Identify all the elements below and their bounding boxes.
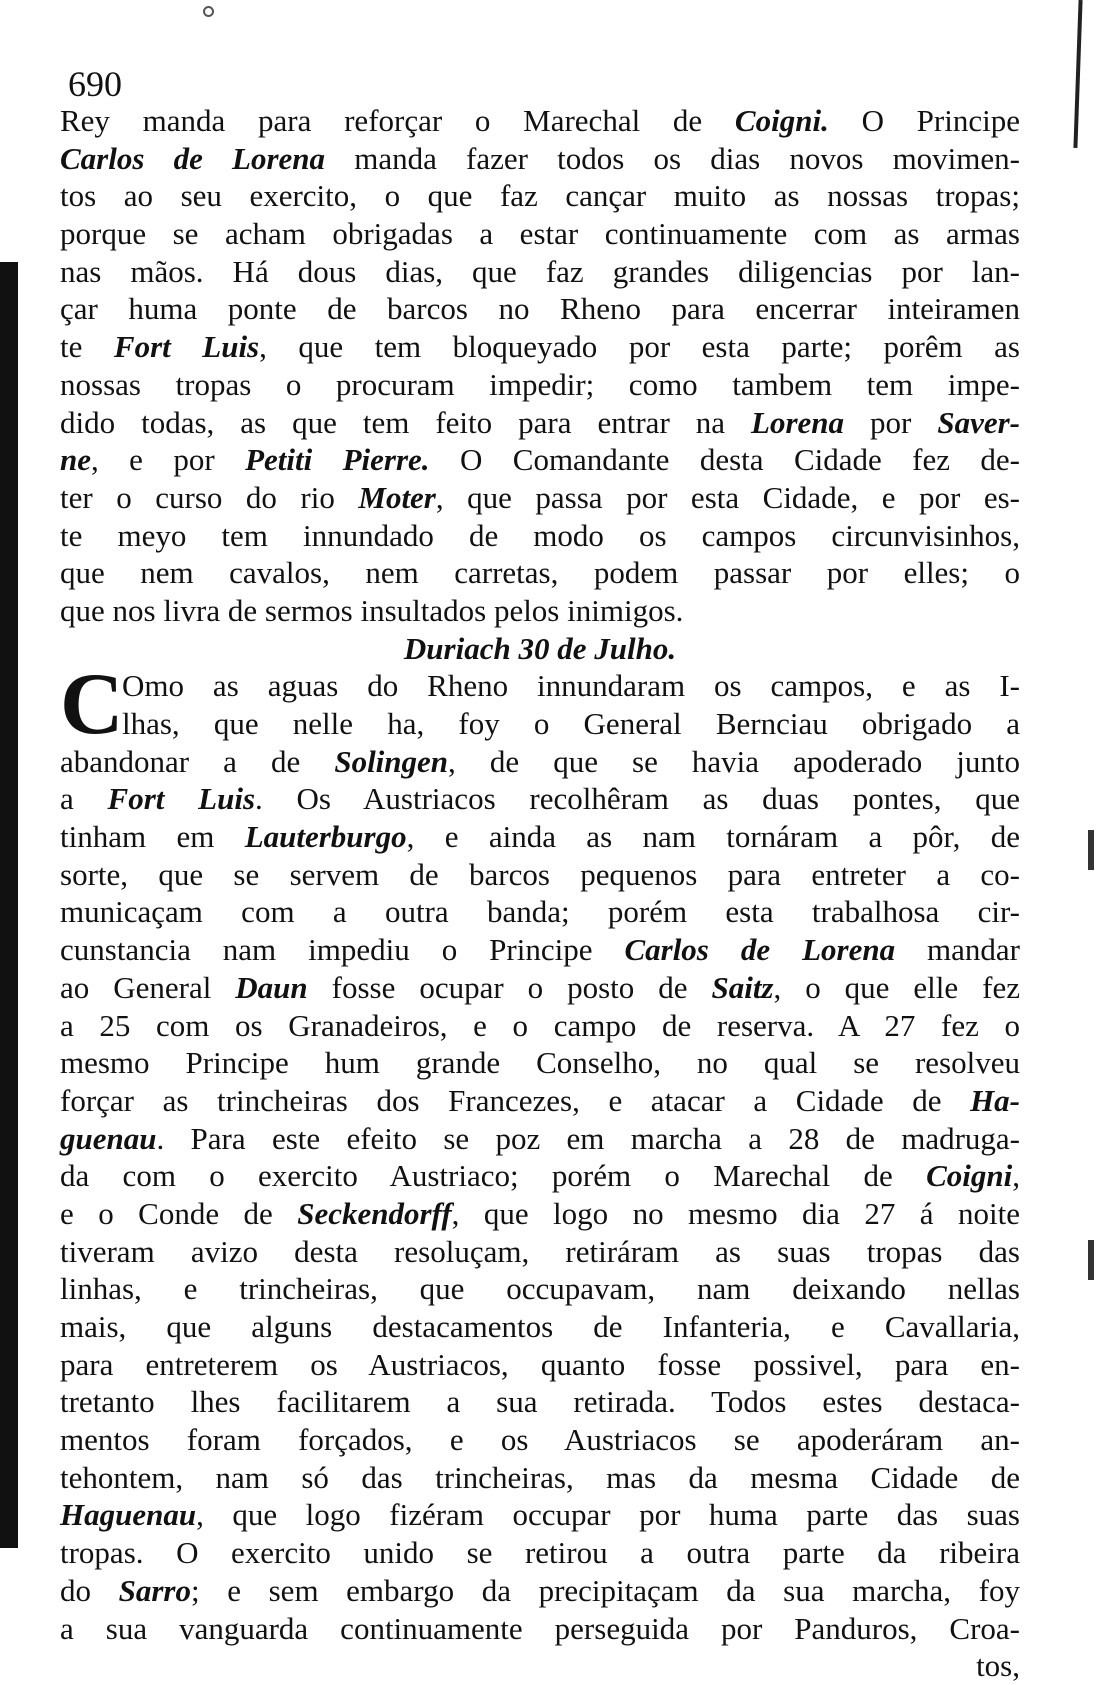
text-line: tinham em Lauterburgo, e ainda as nam tornáram a pôr, de — [60, 819, 1020, 855]
scan-gutter-mark — [1088, 1240, 1094, 1280]
text-line: a 25 com os Granadeiros, e o campo de reserva. A 27 fez o — [60, 1007, 1020, 1043]
text-line: para entreterem os Austriacos, quanto fosse possivel, para en- — [60, 1346, 1020, 1382]
scan-edge-shadow — [0, 262, 18, 1548]
text-line: tos ao seu exercito, o que faz cançar muito as nossas tropas; — [60, 178, 1020, 214]
text-line: tehontem, nam só das trincheiras, mas da mesma Cidade de — [60, 1459, 1020, 1495]
text-line: tropas. O exercito unido se retirou a outra parte da ribeira — [60, 1535, 1020, 1571]
text-line: a Fort Luis. Os Austriacos recolhêram as duas pontes, que — [60, 781, 1020, 817]
italic-name: Coigni. — [734, 103, 829, 138]
italic-name: Ha- — [970, 1082, 1020, 1118]
text-line: tiveram avizo desta resoluçam, retiráram as suas tropas das — [60, 1233, 1020, 1269]
text-line: da com o exercito Austriaco; porém o Marechal de Coigni, — [60, 1158, 1020, 1194]
drop-cap: C — [60, 656, 124, 754]
dateline: Duriach 30 de Julho. — [403, 630, 677, 666]
text-line: ao General Daun fosse ocupar o posto de Saitz, o que elle fez — [60, 969, 1020, 1005]
italic-name: Lorena — [751, 404, 845, 440]
italic-name: Petiti Pierre. — [245, 442, 430, 478]
text-line: sorte, que se servem de barcos pequenos para entreter a co- — [60, 856, 1020, 892]
text-line: municaçam com a outra banda; porém esta trabalhosa cir- — [60, 894, 1020, 930]
paragraph-1 — [60, 102, 1020, 630]
text-line: tretanto lhes facilitarem a sua retirada. Todos estes destaca- — [60, 1384, 1020, 1420]
text-line: Haguenau, que logo fizéram occupar por huma parte das suas — [60, 1497, 1020, 1533]
italic-name: Carlos de Lorena — [60, 140, 326, 176]
italic-name: Moter — [358, 479, 436, 515]
text-line: que nos livra de sermos insultados pelos inimigos. — [60, 592, 684, 628]
text-line: nas mãos. Há dous dias, que faz grandes diligencias por lan- — [60, 253, 1020, 289]
text-line: çar huma ponte de barcos no Rheno para encerrar inteiramen — [60, 291, 1020, 327]
italic-name: Saver- — [937, 404, 1020, 440]
text-line: mais, que alguns destacamentos de Infanteria, e Cavallaria, — [60, 1309, 1020, 1344]
scan-gutter-line — [1073, 0, 1082, 148]
text-line: mentos foram forçados, e os Austriacos se apoderáram an- — [60, 1422, 1020, 1458]
italic-name: Coigni — [926, 1158, 1013, 1194]
text-line: abandonar a de Solingen, de que se havia apoderado junto — [60, 743, 1020, 779]
text-line: forçar as trincheiras dos Francezes, e atacar a Cidade de Ha- — [60, 1082, 1020, 1118]
text-line: ne, e por Petiti Pierre. O Comandante desta Cidade fez de- — [60, 442, 1020, 478]
italic-name: Sarro — [118, 1572, 191, 1608]
text-line: dido todas, as que tem feito para entrar na Lorena por Saver- — [60, 404, 1020, 440]
page-number: 690 — [68, 64, 122, 104]
italic-name: Solingen — [334, 743, 449, 779]
text-line: e o Conde de Seckendorff, que logo no mesmo dia 27 á noite — [60, 1195, 1020, 1231]
text-line: porque se acham obrigadas a estar continuamente com as armas — [60, 216, 1020, 252]
text-line: te meyo tem innundado de modo os campos circunvisinhos, — [60, 517, 1020, 553]
text-line: Carlos de Lorena manda fazer todos os dias novos movimen- — [60, 140, 1020, 176]
italic-name: Daun — [235, 969, 308, 1005]
italic-name: Seckendorff — [297, 1195, 452, 1231]
italic-name: Saitz — [711, 969, 774, 1005]
document-page — [60, 66, 1020, 1685]
italic-name: guenau — [60, 1120, 157, 1156]
text-line: te Fort Luis, que tem bloqueyado por esta parte; porêm as — [60, 329, 1020, 365]
scan-speck — [203, 6, 214, 17]
text-line: lhas, que nelle ha, foy o General Bernciau obrigado a — [122, 706, 1020, 741]
text-line: C Omo as aguas do Rheno innundaram os campos, e as I- — [60, 656, 1020, 754]
text-line: ter o curso do rio Moter, que passa por esta Cidade, e por es- — [60, 479, 1020, 515]
text-line: nossas tropas o procuram impedir; como tambem tem impe- — [60, 366, 1020, 402]
italic-name: Lauterburgo — [244, 819, 407, 855]
text-line: a sua vanguarda continuamente perseguida por Panduros, Croa- — [60, 1610, 1020, 1646]
italic-name: Carlos de Lorena — [624, 932, 896, 968]
text-line: cunstancia nam impediu o Principe Carlos de Lorena mandar — [60, 932, 1020, 968]
text-line: guenau. Para este efeito se poz em marcha a 28 de madruga- — [60, 1120, 1020, 1156]
paragraph-2 — [60, 656, 1020, 1647]
italic-name: Fort Luis — [107, 781, 256, 817]
text-line: linhas, e trincheiras, que occupavam, nam deixando nellas — [60, 1271, 1020, 1307]
scan-gutter-mark — [1088, 830, 1094, 870]
catchword: tos, — [976, 1648, 1020, 1684]
text-line: do Sarro; e sem embargo da precipitaçam da sua marcha, foy — [60, 1572, 1020, 1608]
italic-name: ne — [60, 442, 91, 478]
text-line: Rey manda para reforçar o Marechal de Coigni. O Principe — [60, 103, 1020, 138]
italic-name: Fort Luis — [113, 329, 260, 365]
text-line: que nem cavalos, nem carretas, podem passar por elles; o — [60, 555, 1020, 591]
italic-name: Haguenau — [60, 1497, 197, 1533]
text-line: mesmo Principe hum grande Conselho, no qual se resolveu — [60, 1045, 1020, 1081]
